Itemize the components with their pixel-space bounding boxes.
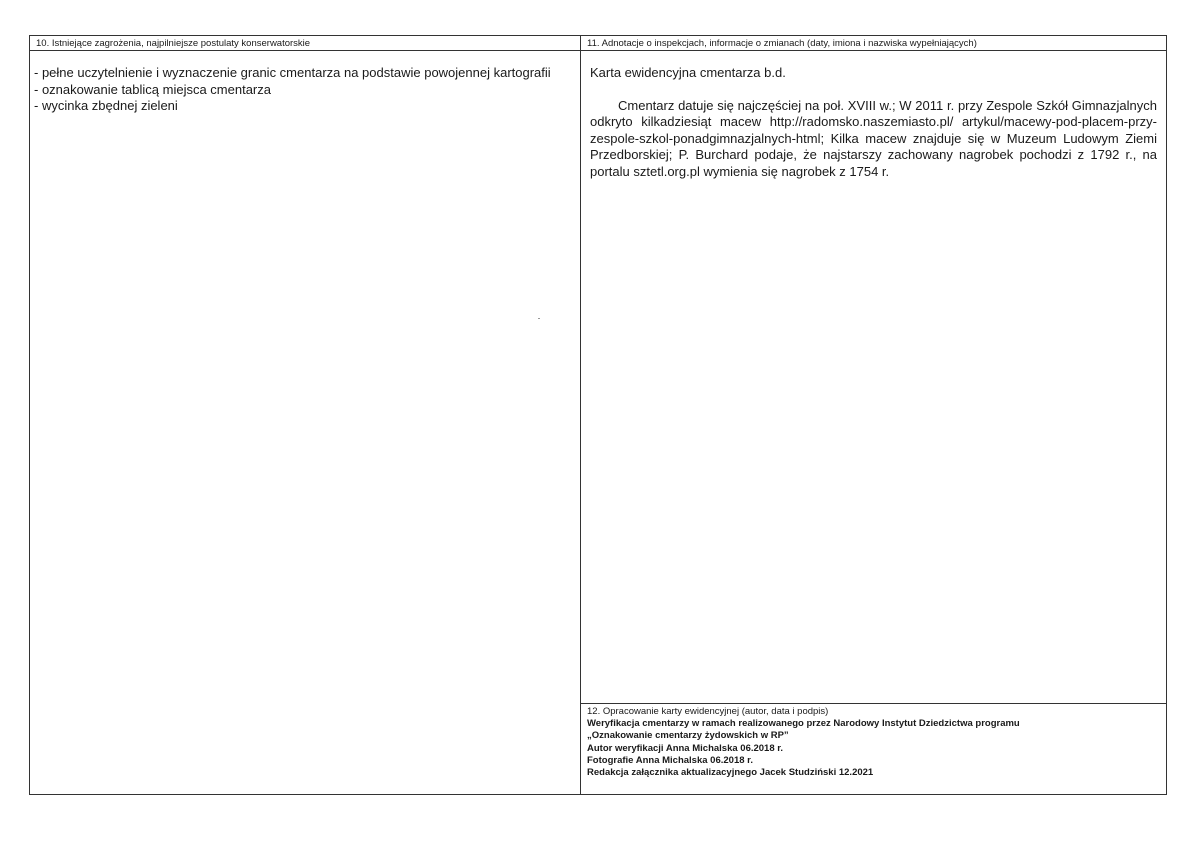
card-title: Karta ewidencyjna cmentarza b.d. bbox=[590, 65, 786, 80]
section-11-header: 11. Adnotacje o inspekcjach, informacje o zmianach (daty, imiona i nazwiska wypełniających) bbox=[581, 36, 1166, 51]
section-11-12-column bbox=[581, 36, 1166, 794]
section-10-header: 10. Istniejące zagrożenia, najpilniejsze postulaty konserwatorskie bbox=[30, 36, 580, 51]
photos-line: Fotografie Anna Michalska 06.2018 r. bbox=[587, 754, 753, 766]
editor-line: Redakcja załącznika aktualizacyjnego Jacek Studziński 12.2021 bbox=[587, 767, 874, 779]
scan-speck bbox=[538, 318, 540, 319]
postulate-item: - pełne uczytelnienie i wyznaczenie granic cmentarza na podstawie powojennej kartografii bbox=[34, 65, 551, 80]
section-11 bbox=[581, 36, 1166, 704]
section-12-header: 12. Opracowanie karty ewidencyjnej (autor, data i podpis) bbox=[587, 706, 829, 717]
postulate-item: - oznakowanie tablicą miejsca cmentarza bbox=[34, 81, 271, 97]
program-name-line: „Oznakowanie cmentarzy żydowskich w RP” bbox=[587, 730, 789, 742]
section-12 bbox=[581, 704, 1166, 794]
section-10-column bbox=[30, 36, 581, 794]
form-table bbox=[29, 35, 1167, 795]
postulate-item: - wycinka zbędnej zieleni bbox=[34, 98, 178, 113]
section-10-body bbox=[30, 51, 580, 115]
section-11-body bbox=[581, 51, 1166, 180]
history-paragraph: Cmentarz datuje się najczęściej na poł. XVIII w.; W 2011 r. przy Zespole Szkół Gimnazjalnych odkryto kilkadziesiąt macew http://radomsko.naszemiasto.pl/ artykul/macewy-pod-placem-przy-zespole-szkol-ponadgimnazjalnych-html; Kilka macew znajduje się w Muzeum Ludowym Ziemi Przedborskiej; P. Burchard podaje, że najstarszy zachowany nagrobek pochodzi z 1792 r., na portalu sztetl.org.pl wymienia się nagrobek z 1754 r. bbox=[590, 97, 1157, 179]
section-12-body bbox=[581, 718, 1166, 779]
author-line: Autor weryfikacji Anna Michalska 06.2018 r. bbox=[587, 742, 784, 754]
verification-line: Weryfikacja cmentarzy w ramach realizowanego przez Narodowy Instytut Dziedzictwa programu bbox=[587, 718, 1020, 729]
